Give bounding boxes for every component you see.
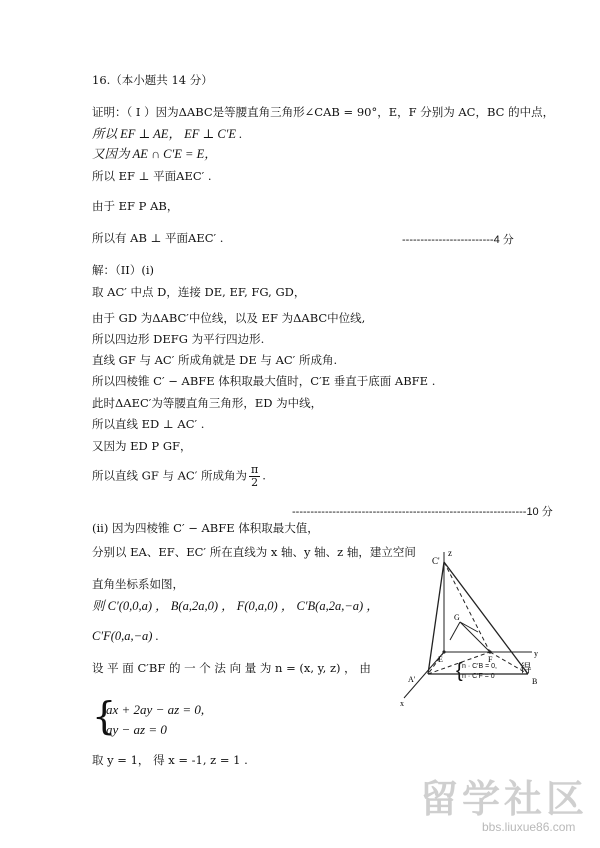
segment-ge	[450, 622, 460, 640]
solution-line-15: 又因为 ED P GF，	[92, 439, 192, 453]
solution-line-22: 设 平 面 C′BF 的 一 个 法 向 量 为 n = (x, y, z) ， 由	[92, 661, 371, 675]
point-f	[488, 650, 491, 653]
solution-line-10: 所以四边形 DEFG 为平行四边形.	[92, 332, 265, 346]
problem-header: 16.（本小题共 14 分）	[92, 73, 213, 87]
line16-period: .	[262, 468, 266, 483]
solution-line-14: 所以直线 ED ⊥ AC′ .	[92, 417, 205, 431]
proof-line-3: 又因为 AE ∩ C′E = E，	[92, 147, 217, 161]
solution-line-18: 分别以 EA、EF、EC′ 所在直线为 x 轴、y 轴、z 轴，建立空间	[92, 545, 416, 559]
brace-glyph: {	[92, 694, 117, 738]
pyramid-figure	[398, 540, 570, 710]
proof-line-4: 所以 EF ⊥ 平面AEC′ .	[92, 169, 212, 183]
proof-line-1: 证明：（ I ）因为ΔABC是等腰直角三角形∠CAB = 90°，E，F 分别为 AC，BC 的中点，	[92, 105, 555, 119]
solution-line-9: 由于 GD 为ΔABC′中位线，以及 EF 为ΔABC中位线,	[92, 311, 366, 325]
label-x: x	[400, 699, 404, 708]
small-brace-glyph: {	[456, 660, 463, 682]
system-eq-1-text: ax + 2ay − az = 0	[106, 702, 201, 717]
pi-over-2-fraction	[249, 464, 260, 489]
label-e: E	[438, 655, 443, 664]
label-b: B	[532, 677, 538, 686]
system-eq-2: ay − az = 0	[106, 722, 167, 737]
label-f: F	[488, 655, 493, 664]
line16-text: 所以直线 GF 与 AC′ 所成角为	[92, 468, 248, 483]
fraction-numerator: π	[251, 463, 259, 476]
system-eq-1	[106, 702, 204, 718]
small-system-top: n · C′B = 0,	[462, 663, 497, 670]
solution-line-17: (ii) 因为四棱锥 C′ − ABFE 体积取最大值，	[92, 521, 319, 535]
proof-line-5: 由于 EF P AB，	[92, 199, 179, 213]
solution-line-12: 所以四棱锥 C′ − ABFE 体积取最大值时，C′E 垂直于底面 ABFE .	[92, 374, 436, 388]
fraction-denominator: 2	[251, 476, 259, 489]
system-eq-1-comma: ,	[200, 702, 205, 717]
solution-line-11: 直线 GF 与 AC′ 所成角就是 DE 与 AC′ 所成角.	[92, 353, 338, 367]
edge-fb-dashed	[490, 652, 528, 674]
watermark-url: bbs.liuxue86.com	[482, 820, 576, 834]
label-y: y	[534, 649, 538, 658]
label-g: G	[454, 613, 460, 622]
solution-line-7: 解：（II）(i)	[92, 263, 154, 277]
small-system-bottom: n · C′F = 0	[462, 673, 495, 680]
segment-gf	[460, 622, 490, 652]
watermark	[420, 778, 590, 842]
solution-line-19: 直角坐标系如图，	[92, 577, 184, 591]
label-z: z	[448, 548, 452, 558]
score-10: ----------------------------------------------------------------10 分	[292, 506, 553, 518]
solution-line-8: 取 AC′ 中点 D，连接 DE, EF, FG, GD，	[92, 285, 306, 299]
label-c: C'	[432, 556, 440, 566]
solution-line-23: 取 y = 1， 得 x = -1, z = 1 .	[92, 753, 248, 767]
point-e	[442, 650, 445, 653]
watermark-main: 留学社区	[420, 777, 589, 821]
solution-line-13: 此时ΔAEC′为等腰直角三角形，ED 为中线，	[92, 396, 323, 410]
solution-line-22-end: 得	[520, 661, 532, 675]
solution-line-16	[92, 464, 266, 489]
proof-line-2: 所以 EF ⊥ AE， EF ⊥ C′E .	[92, 127, 243, 141]
proof-line-6: 所以有 AB ⊥ 平面AEC′ .	[92, 231, 224, 245]
label-a: A'	[408, 675, 416, 684]
score-4: -------------------------4 分	[402, 234, 514, 246]
solution-line-21: C′F(0,a,−a) .	[92, 629, 159, 643]
solution-line-20: 则 C′(0,0,a) ， B(a,2a,0) ， F(0,a,0) ， C′B(a,2a,−a) ，	[92, 599, 379, 613]
